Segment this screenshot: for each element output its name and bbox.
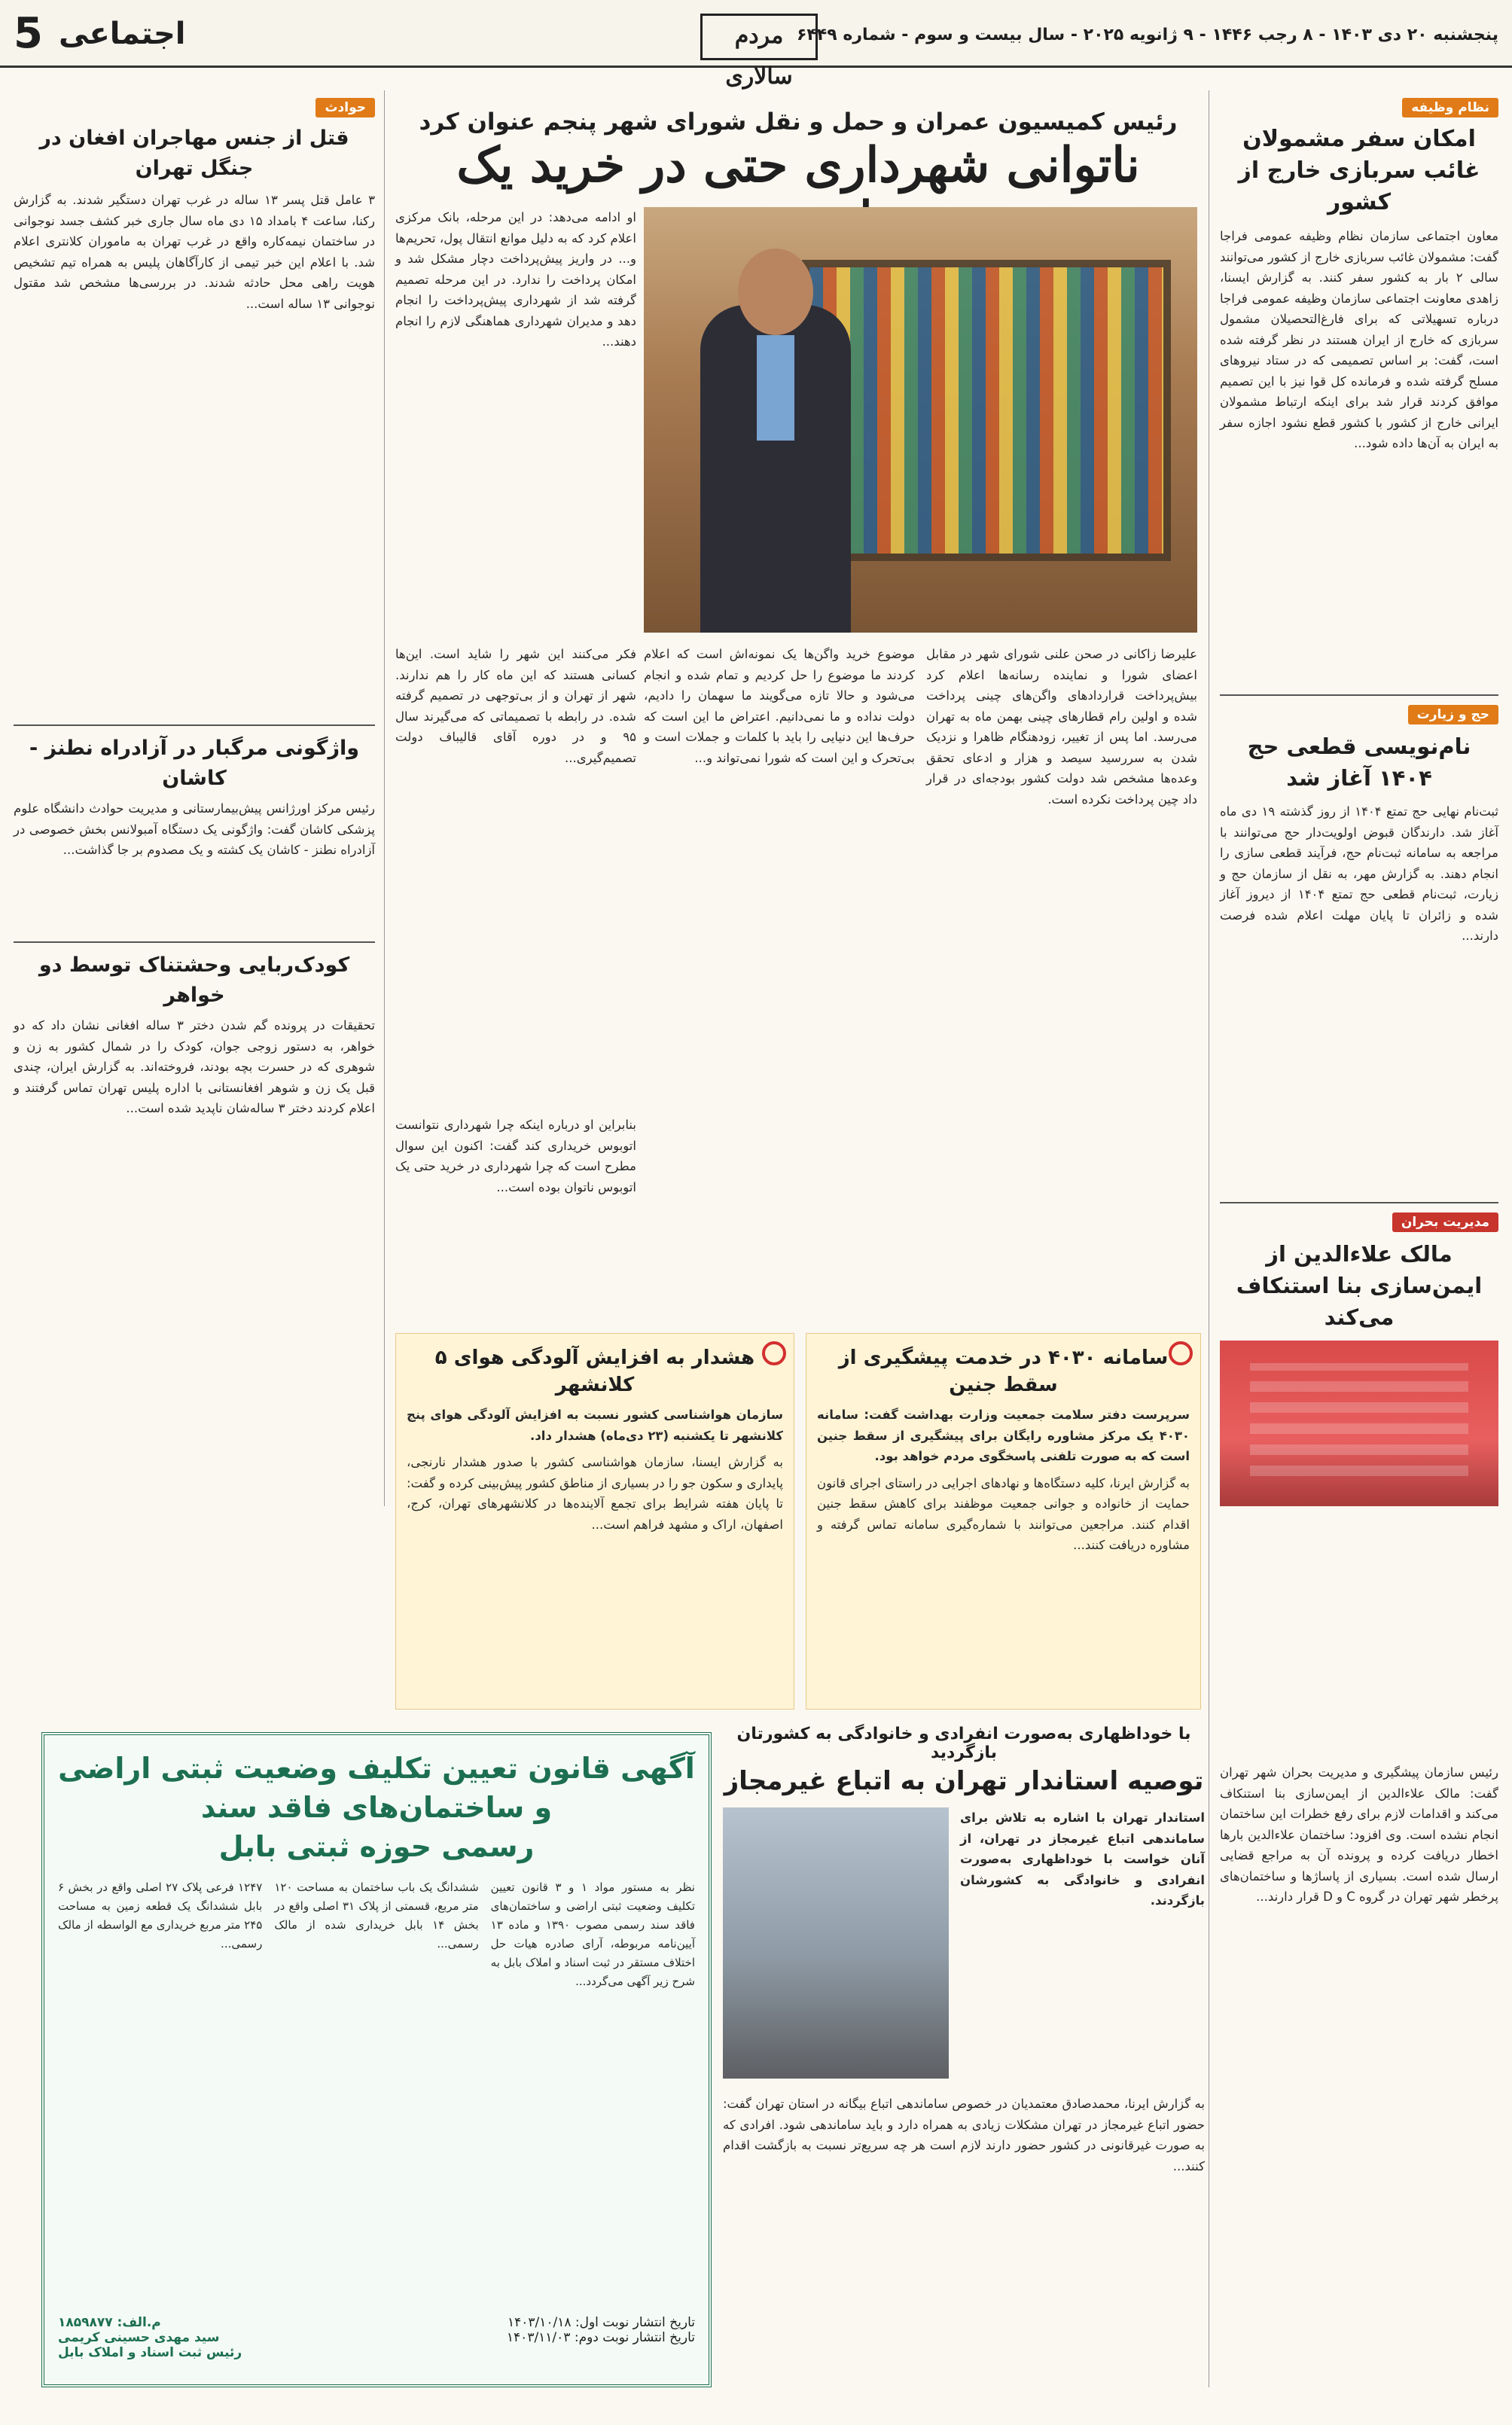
legal-notice — [41, 1732, 712, 2387]
newspaper-logo: مردم سالاری — [700, 14, 818, 60]
box-abortion-body: به گزارش ایرنا، کلیه دستگاه‌ها و نهادهای اجرایی در راستای اجرای قانون حمایت از خانواده و جوانی جمعیت موظفند برای کاهش سقط جنین اقدام کنند. مراجعین می‌توانند با شماره‌گیری سامانه تماس گرفته و مشاوره دریافت کنند... — [817, 1475, 1190, 1552]
box-pollution-title: هشدار به افزایش آلودگی هوای ۵ کلانشهر — [434, 1347, 755, 1396]
article-title-crash: واژگونی مرگبار در آزادراه نطنز - کاشان — [29, 737, 360, 790]
box-pollution — [395, 1333, 794, 1710]
page-number: 5 — [14, 9, 43, 58]
article-body-crash: رئیس مرکز اورژانس پیش‌بیمارستانی و مدیریت حوادث دانشگاه علوم پزشکی کاشان گفت: واژگونی یک دستگاه آمبولانس بخش خصوصی در آزادراه نطنز - کاشان یک کشته و یک مصدوم بر جا گذاشت... — [14, 801, 375, 857]
lead-body-col2: موضوع خرید واگن‌ها یک نمونه‌اش است که اعلام کردند ما موضوع را حل کردیم و تمام شده و انجام می‌شود و حالا تازه می‌گویند ما سهمان را دادیم، دولت نداده و ما نمی‌دانیم. اعتراض ما این است که حرف‌ها این دنیایی را باید با کلمات و جملات است و بی‌تحرک و این است که شورا نمی‌تواند و... — [644, 647, 915, 765]
article-title-kidnapping: کودک‌ربایی وحشتناک توسط دو خواهر — [38, 953, 350, 1007]
notice-subtitle: رسمی حوزه ثبتی بابل — [218, 1830, 535, 1863]
notice-column-right: نظر به مستور مواد ۱ و ۳ قانون تعیین تکلیف وضعیت ثبتی اراضی و ساختمان‌های فاقد سند رسمی مصوب ۱۳۹۰ و ماده ۱۳ آیین‌نامه مربوطه، آرای صادره هیات حل اختلاف مستقر در ثبت اسناد و املاک بابل به شرح زیر آگهی می‌گردد... — [490, 1881, 695, 1988]
kicker-military: نظام وظیفه — [1402, 98, 1498, 117]
notice-code: م.الف: ۱۸۵۹۸۷۷ — [58, 2315, 161, 2330]
notice-signature-name: سید مهدی حسینی کریمی — [58, 2330, 220, 2345]
lead-supertitle: رئیس کمیسیون عمران و حمل و نقل شورای شهر پنجم عنوان کرد — [419, 108, 1178, 136]
article-title-murder: قتل از جنس مهاجران افغان در جنگل تهران — [39, 127, 349, 180]
article-migrants-body: به گزارش ایرنا، محمدصادق معتمدیان در خصوص ساماندهی اتباع بیگانه در استان تهران گفت: حضور اتباع غیرمجاز در تهران مشکلات زیادی به همراه دارد و باید ساماندهی شود. افرادی که به صورت غیرقانونی در کشور حضور دارند لازم است هر چه سریع‌تر نسبت به بازگشت اقدام کنند... — [723, 2097, 1205, 2173]
right-column — [1220, 98, 1498, 1770]
article-title-alaeddin: مالک علاءالدین از ایمن‌سازی بنا استنکاف می‌کند — [1236, 1241, 1483, 1330]
section-name: اجتماعی — [59, 17, 186, 51]
article-body-military: معاون اجتماعی سازمان نظام وظیفه عمومی فراجا گفت: مشمولان غائب سربازی خارج از کشور می‌توانند سالی ۲ بار به کشور سفر کنند. به گزارش ایسنا، زاهدی معاونت اجتماعی سازمان وظیفه عمومی فراجا درباره تسهیلاتی که برای فارغ‌التحصیلان مشمول سربازی که خارج از ایران هستند در نظر گرفته شده است، گفت: بر اساس تصمیمی که در ستاد نیروهای مسلح گرفته شده و فرمانده کل قوا نیز با این تصمیم موافق کردند قرار شد برای اینکه ارتباط مشمولان ایرانی خارج از کشور با کشور قطع نشود اجازه سفر به ایران به آن‌ها داده شود... — [1220, 229, 1498, 450]
divider — [14, 724, 375, 726]
notice-column-left: ۱۲۴۷ فرعی پلاک ۲۷ اصلی واقع در بخش ۶ بابل ششدانگ یک قطعه زمین به مساحت ۲۴۵ متر مربع خریداری مع الواسطه از مالک رسمی... — [58, 1881, 263, 1951]
lead-body-col1: علیرضا زاکانی در صحن علنی شورای شهر در مقابل اعضای شورا و نماینده رسانه‌ها اعلام کرد بیش‌پرداخت قراردادهای واگن‌های چینی پرداخت شده و اولین رام قطارهای چینی بهمن ماه به تهران می‌رسد. اما پس از تغییر، زودهنگام ظاهرا و نزدیک شدن به سررسید سیصد و هزار و ادعای تحقق وعده‌ها مشخص شد دولت کشور بودجه‌ای در قرار داد چین پرداخت نکرده است. — [926, 647, 1197, 807]
divider — [1220, 694, 1498, 696]
article-migrants-lead: استاندار تهران با اشاره به تلاش برای ساماندهی اتباع غیرمجاز در تهران، از آنان خواست با خوداظهاری به‌صورت انفرادی و خانوادگی به کشورشان بازگردند. — [960, 1810, 1205, 1908]
divider — [14, 941, 375, 943]
notice-date-second: تاریخ انتشار نوبت دوم: ۱۴۰۳/۱۱/۰۳ — [506, 2330, 695, 2345]
notice-date-first: تاریخ انتشار نوبت اول: ۱۴۰۳/۱۰/۱۸ — [507, 2315, 695, 2330]
article-title-military: امکان سفر مشمولان غائب سربازی خارج از کشور — [1238, 126, 1480, 215]
article-migrants-title: توصیه استاندار تهران به اتباع غیرمجاز — [724, 1766, 1204, 1796]
lead-body-end: بنابراین او درباره اینکه چرا شهرداری نتوانست اتوبوس خریداری کند گفت: اکنون این سوال مطرح است که چرا شهرداری در خرید حتی یک اتوبوس ناتوان بوده است... — [395, 1118, 636, 1194]
right-column-continued — [1220, 1762, 1498, 2387]
kicker-accidents: حوادث — [316, 98, 375, 117]
box-pollution-lead: سازمان هواشناسی کشور نسبت به افزایش آلودگی هوای پنج کلانشهر تا یکشنبه (۲۳ دی‌ماه) هشدار داد. — [407, 1408, 783, 1443]
migrants-photo — [723, 1807, 949, 2079]
left-column — [14, 98, 375, 1453]
lead-photo — [644, 207, 1197, 633]
box-abortion-lead: سرپرست دفتر سلامت جمعیت وزارت بهداشت گفت: سامانه ۴۰۳۰ یک مرکز مشاوره رایگان برای پیشگیری از سقط جنین است که به صورت تلفنی پاسخگوی مردم خواهد بود. — [817, 1408, 1190, 1463]
kicker-hajj: حج و زیارت — [1408, 705, 1498, 724]
article-body-alaeddin: رئیس سازمان پیشگیری و مدیریت بحران شهر تهران گفت: مالک علاءالدین از ایمن‌سازی بنا استنکاف می‌کند و اقدامات لازم برای رفع خطرات این ساختمان انجام نشده است. وی افزود: ساختمان علاءالدین بارها اخطار دریافت کرده و پرونده آن به مراجع قضایی ارسال شده است. بسیاری از پاساژها و ساختمان‌های پرخطر شهر تهران در گروه C و D قرار دارند... — [1220, 1765, 1498, 1904]
article-migrants — [723, 1725, 1205, 2387]
lead-title: ناتوانی شهرداری حتی در خرید یک — [456, 137, 1140, 194]
box-abortion — [806, 1333, 1201, 1710]
circle-icon — [762, 1341, 786, 1365]
circle-icon — [1169, 1341, 1193, 1365]
box-pollution-body: به گزارش ایسنا، سازمان هواشناسی کشور با صدور هشدار نارنجی، پایداری و سکون جو را در بسیاری از مناطق کشور پیش‌بینی کرده و گفت: تا پایان هفته شرایط برای تجمع آلاینده‌ها در کلانشهرهای تهران، کرج، اصفهان، اراک و مشهد فراهم است... — [406, 1455, 783, 1532]
column-rule — [384, 90, 385, 1506]
notice-title: آگهی قانون تعیین تکلیف وضعیت ثبتی اراضی و ساختمان‌های فاقد سند — [58, 1752, 695, 1824]
article-body-murder: ۳ عامل قتل پسر ۱۳ ساله در غرب تهران دستگیر شدند. به گزارش رکنا، ساعت ۴ بامداد ۱۵ دی ماه سال جاری خبر کشف جسد نوجوانی در ساختمان نیمه‌کاره واقع در غرب تهران به ماموران کلانتری اعلام شد. با اعلام این خبر تیمی از کارآگاهان پلیس به همراه تیم تشخیص هویت راهی محل حادثه شدند. در بررسی‌ها مشخص شد مقتول نوجوانی ۱۳ ساله است... — [14, 193, 375, 311]
article-migrants-supertitle: با خوداظهاری به‌صورت انفرادی و خانوادگی به کشورتان بازگردید — [736, 1725, 1191, 1762]
box-abortion-title: سامانه ۴۰۳۰ در خدمت پیشگیری از سقط جنین — [838, 1347, 1169, 1396]
lead-body-intro: او ادامه می‌دهد: در این مرحله، بانک مرکزی اعلام کرد که به دلیل موانع انتقال پول، تحریم‌ها و... در واریز پیش‌پرداخت دچار مشکل شد و امکان پرداخت را ندارد. در این مرحله تصمیم گرفته شد از شهرداری پیش‌پرداخت را انجام دهد و مدیران شهرداری هماهنگی لازم را انجام دهند... — [395, 210, 636, 349]
notice-signature-role: رئیس ثبت اسناد و املاک بابل — [58, 2345, 242, 2360]
lead-body-col3: فکر می‌کنند این شهر را شاید است. این‌ها کسانی هستند که این ماه کار را هم ندارند. شهر از تهران و از بی‌توجهی در تصمیم گرفته شده. در رابطه با تصمیماتی که می‌گیرند سال ۹۵ و در دوره آقای قالیباف دولت تصمیم‌گیری... — [395, 647, 636, 765]
masthead — [0, 0, 1512, 90]
kicker-crisis: مدیریت بحران — [1392, 1212, 1498, 1232]
article-body-hajj: ثبت‌نام نهایی حج تمتع ۱۴۰۴ از روز گذشته ۱۹ دی ماه آغاز شد. دارندگان قبوض اولویت‌دار حج می‌توانند با مراجعه به سامانه ثبت‌نام حج، فرآیند قطعی سازی را انجام دهند. به گزارش مهر، به نقل از سازمان حج و زیارت، ثبت‌نام قطعی حج تمتع ۱۴۰۴ از دیروز آغاز شده و زائران تا پایان مهلت اعلام شده فرصت دارند... — [1220, 804, 1498, 943]
divider — [1220, 1202, 1498, 1203]
article-body-kidnapping: تحقیقات در پرونده گم شدن دختر ۳ ساله افغانی نشان داد که دو خواهر، به دستور زوجی جوان، کودک را در شمال کشور به زن و شوهری که در حسرت بچه بودند، فروخته‌اند. به گزارش ایران، چندی قبل یک زن و شوهر افغانستانی با اداره پلیس تهران تماس گرفتند و اعلام کردند دختر ۳ ساله‌شان ناپدید شده است... — [14, 1018, 375, 1115]
notice-column-middle: ششدانگ یک باب ساختمان به مساحت ۱۲۰ متر مربع، قسمتی از پلاک ۳۱ اصلی واقع در بخش ۱۴ بابل خریداری شده از مالک رسمی... — [274, 1881, 479, 1951]
article-title-hajj: نام‌نویسی قطعی حج ۱۴۰۴ آغاز شد — [1247, 734, 1471, 791]
building-photo — [1220, 1341, 1498, 1506]
lead-headline-block — [395, 105, 1201, 194]
dateline: پنجشنبه ۲۰ دی ۱۴۰۳ - ۸ رجب ۱۴۴۶ - ۹ ژانویه ۲۰۲۵ - سال بیست و سوم - شماره ۶۴۴۹ — [796, 26, 1498, 44]
